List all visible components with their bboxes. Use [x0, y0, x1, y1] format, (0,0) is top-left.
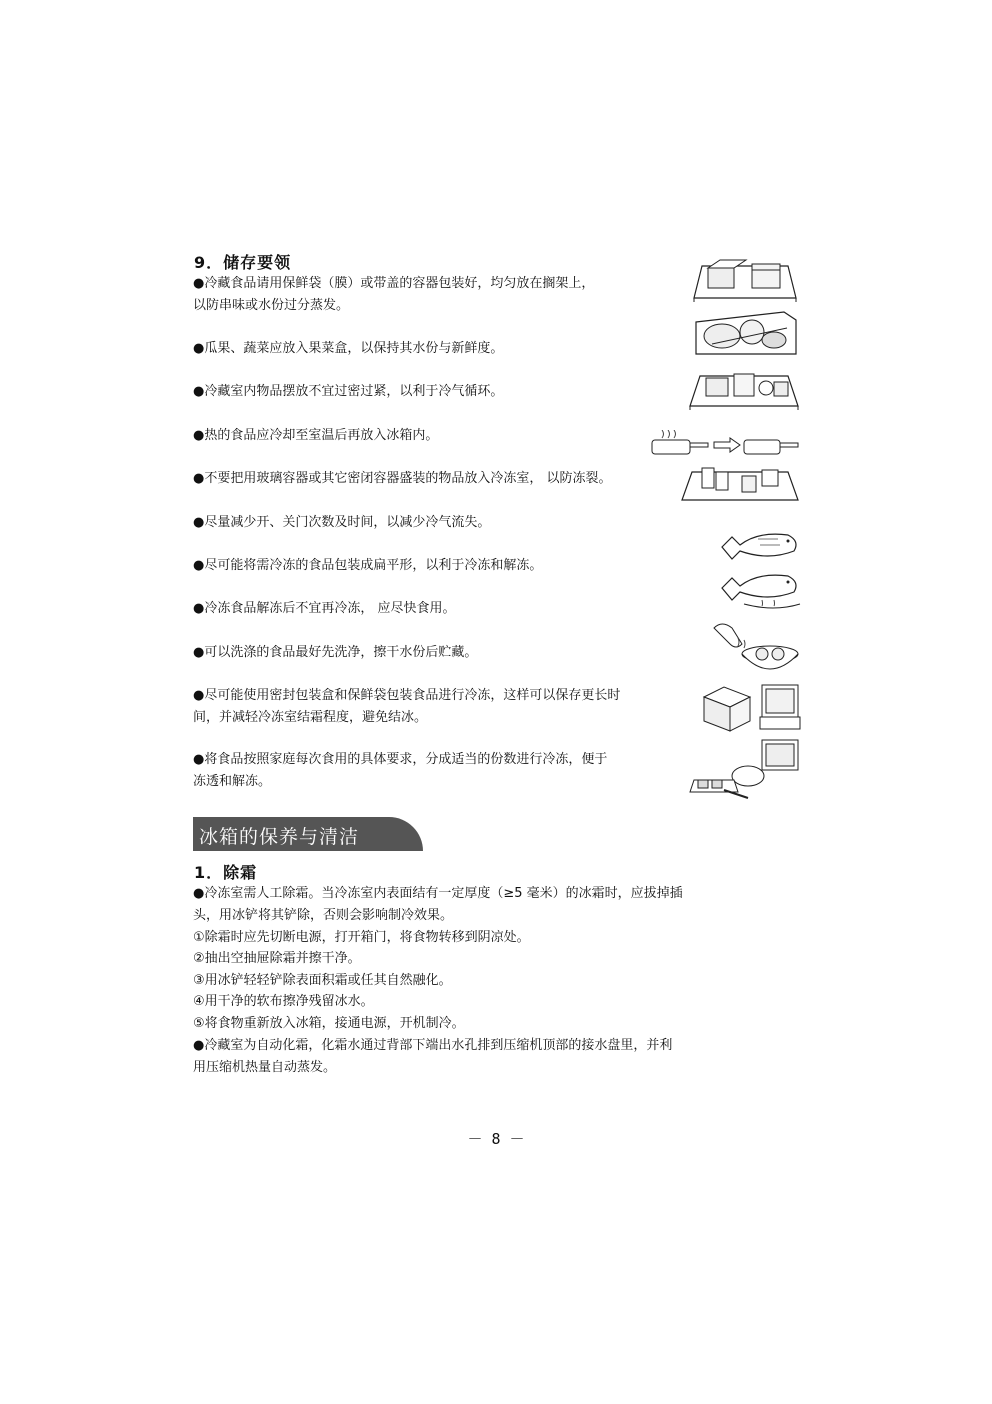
storage-item-3: ●冷藏室内物品摆放不宜过密过紧，以利于冷气循环。 [193, 384, 504, 399]
storage-item-10: ●尽可能使用密封包装盒和保鲜袋包装食品进行冷冻，这样可以保存更长时 间，并减轻冷冻室结霜程度，避免结冰。 [193, 688, 621, 725]
glass-containers-freezer-illustration [680, 462, 800, 504]
section-title-banner [193, 817, 423, 851]
portioning-food-illustration [688, 736, 802, 800]
defrost-step-3: ③用冰铲轻轻铲除表面积霜或任其自然融化。 [193, 973, 452, 988]
cooling-pot-illustration [648, 430, 800, 456]
storage-item-2: ●瓜果、蔬菜应放入果菜盒，以保持其水份与新鲜度。 [193, 341, 504, 356]
storage-heading: 9．储存要领 [194, 253, 292, 272]
thawing-fish-illustration [718, 570, 802, 612]
defrost-step-4: ④用干净的软布擦净残留冰水。 [193, 994, 374, 1009]
storage-item-7: ●尽可能将需冷冻的食品包装成扁平形，以利于冷冻和解冻。 [193, 558, 543, 573]
defrost-step-1: ①除霜时应先切断电源，打开箱门，将食物转移到阴凉处。 [193, 930, 530, 945]
storage-item-8: ●冷冻食品解冻后不宜再冷冻， 应尽快食用。 [193, 601, 456, 616]
page-number: － 8 － [467, 1130, 525, 1148]
storage-item-4: ●热的食品应冷却至室温后再放入冰箱内。 [193, 428, 439, 443]
storage-item-1: ●冷藏食品请用保鲜袋（膜）或带盖的容器包装好，均匀放在搁架上， 以防串味或水份过分蒸发。 [193, 276, 595, 313]
defrost-step-2: ②抽出空抽屉除霜并擦干净。 [193, 951, 361, 966]
defrost-line-1: ●冷冻室需人工除霜。当冷冻室内表面结有一定厚度（≥5 毫米）的冰霜时，应拔掉插 头，用冰铲将其铲除，否则会影响制冷效果。 [193, 886, 683, 923]
section-title: 冰箱的保养与清洁 [199, 826, 360, 848]
storage-item-11: ●将食品按照家庭每次食用的具体要求，分成适当的份数进行冷冻，便于 冻透和解冻。 [193, 752, 608, 789]
refrigerator-shelf-items-illustration [688, 364, 800, 412]
storage-item-5: ●不要把用玻璃容器或其它密闭容器盛装的物品放入冷冻室， 以防冻裂。 [193, 471, 612, 486]
covered-containers-on-shelf-illustration [692, 254, 800, 302]
storage-item-9: ●可以洗涤的食品最好先洗净，擦干水份后贮藏。 [193, 645, 478, 660]
fruit-vegetable-drawer-illustration [692, 308, 800, 358]
defrost-line-auto: ●冷藏室为自动化霜，化霜水通过背部下端出水孔排到压缩机顶部的接水盘里，并利 用压缩机热量自动蒸发。 [193, 1038, 673, 1075]
storage-item-6: ●尽量减少开、关门次数及时间，以减少冷气流失。 [193, 515, 491, 530]
defrost-step-5: ⑤将食物重新放入冰箱，接通电源，开机制冷。 [193, 1016, 465, 1031]
washing-food-illustration [708, 618, 802, 676]
sealed-containers-illustration [698, 683, 802, 733]
defrost-heading: 1．除霜 [194, 863, 258, 882]
flat-wrapped-fish-illustration [718, 527, 802, 565]
